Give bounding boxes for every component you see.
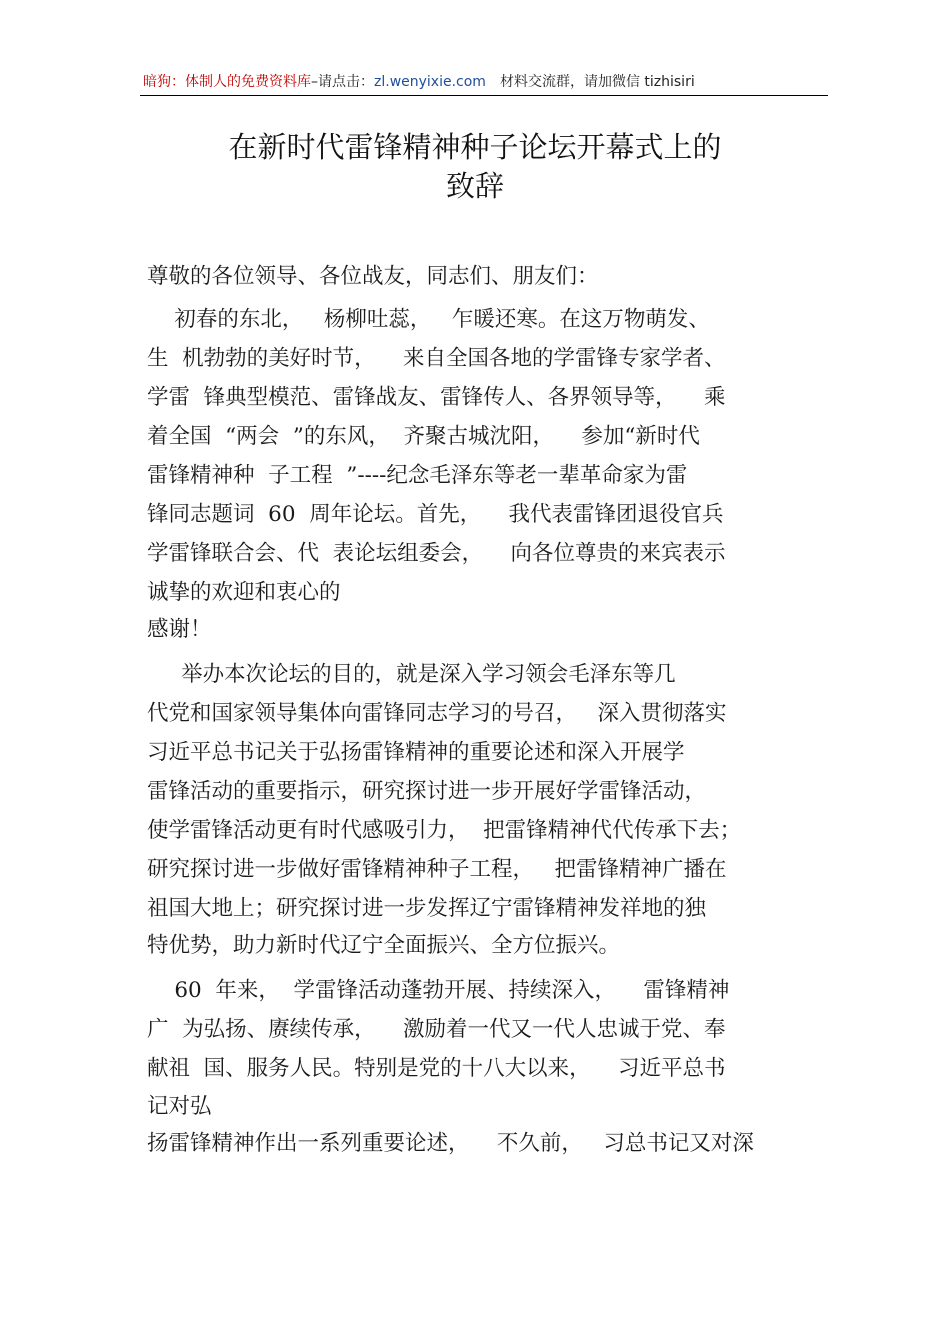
body-line: 雷锋活动的重要指示，研究探讨进一步开展好学雷锋活动， [147,779,707,804]
title-line-1: 在新时代雷锋精神种子论坛开幕式上的 [228,130,722,164]
title-line-2: 致辞 [445,169,504,203]
body-line: 扬雷锋精神作出一系列重要论述， 不久前， 习总书记又对深 [147,1131,754,1156]
header-brand: 暗狗：体制人的免费资料库 [143,74,311,90]
body-line: 特优势，助力新时代辽宁全面振兴、全方位振兴。 [147,933,621,958]
body-line: 献祖 国、服务人民。特别是党的十八大以来， 习近平总书 [147,1056,726,1081]
body-line: 研究探讨进一步做好雷锋精神种子工程， 把雷锋精神广播在 [147,857,727,882]
body-line: 感谢！ [147,617,212,642]
body-line: 记对弘 [147,1094,212,1119]
body-line: 初春的东北， 杨柳吐蕊， 乍暖还寒。在这万物萌发、 [147,307,710,332]
body-line: 60 年来， 学雷锋活动蓬勃开展、持续深入， 雷锋精神 [147,978,730,1003]
body-line: 雷锋精神种 子工程 ”----纪念毛泽东等老一辈革命家为雷 [147,463,688,488]
body-line: 学雷 锋典型模范、雷锋战友、雷锋传人、各界领导等， 乘 [147,385,726,410]
body-line: 举办本次论坛的目的，就是深入学习领会毛泽东等几 [147,662,676,687]
body-line: 生 机勃勃的美好时节， 来自全国各地的学雷锋专家学者、 [147,346,726,371]
body-line: 尊敬的各位领导、各位战友，同志们、朋友们： [147,264,599,289]
body-line: 代党和国家领导集体向雷锋同志学习的号召， 深入贯彻落实 [147,701,727,726]
header-note: 材料交流群，请加微信 tizhisiri [499,74,695,90]
page-header [143,72,828,92]
header-url-link[interactable]: zl.wenyixie.com [374,74,486,90]
body-line: 诚挚的欢迎和衷心的 [147,580,341,605]
body-line: 广 为弘扬、赓续传承， 激励着一代又一代人忠诚于党、奉 [147,1017,726,1042]
body-line: 祖国大地上；研究探讨进一步发挥辽宁雷锋精神发祥地的独 [147,896,707,921]
body-line: 习近平总书记关于弘扬雷锋精神的重要论述和深入开展学 [147,740,685,765]
body-line: 学雷锋联合会、代 表论坛组委会， 向各位尊贵的来宾表示 [147,541,726,566]
body-line: 使学雷锋活动更有时代感吸引力， 把雷锋精神代代传承下去； [147,818,742,843]
document-title [140,128,810,206]
header-prompt: –请点击： [311,74,374,90]
header-divider [140,95,828,96]
body-line: 锋同志题词 60 周年论坛。首先， 我代表雷锋团退役官兵 [147,502,724,527]
body-line: 着全国 “两会 ”的东风， 齐聚古城沈阳， 参加“新时代 [147,424,700,449]
